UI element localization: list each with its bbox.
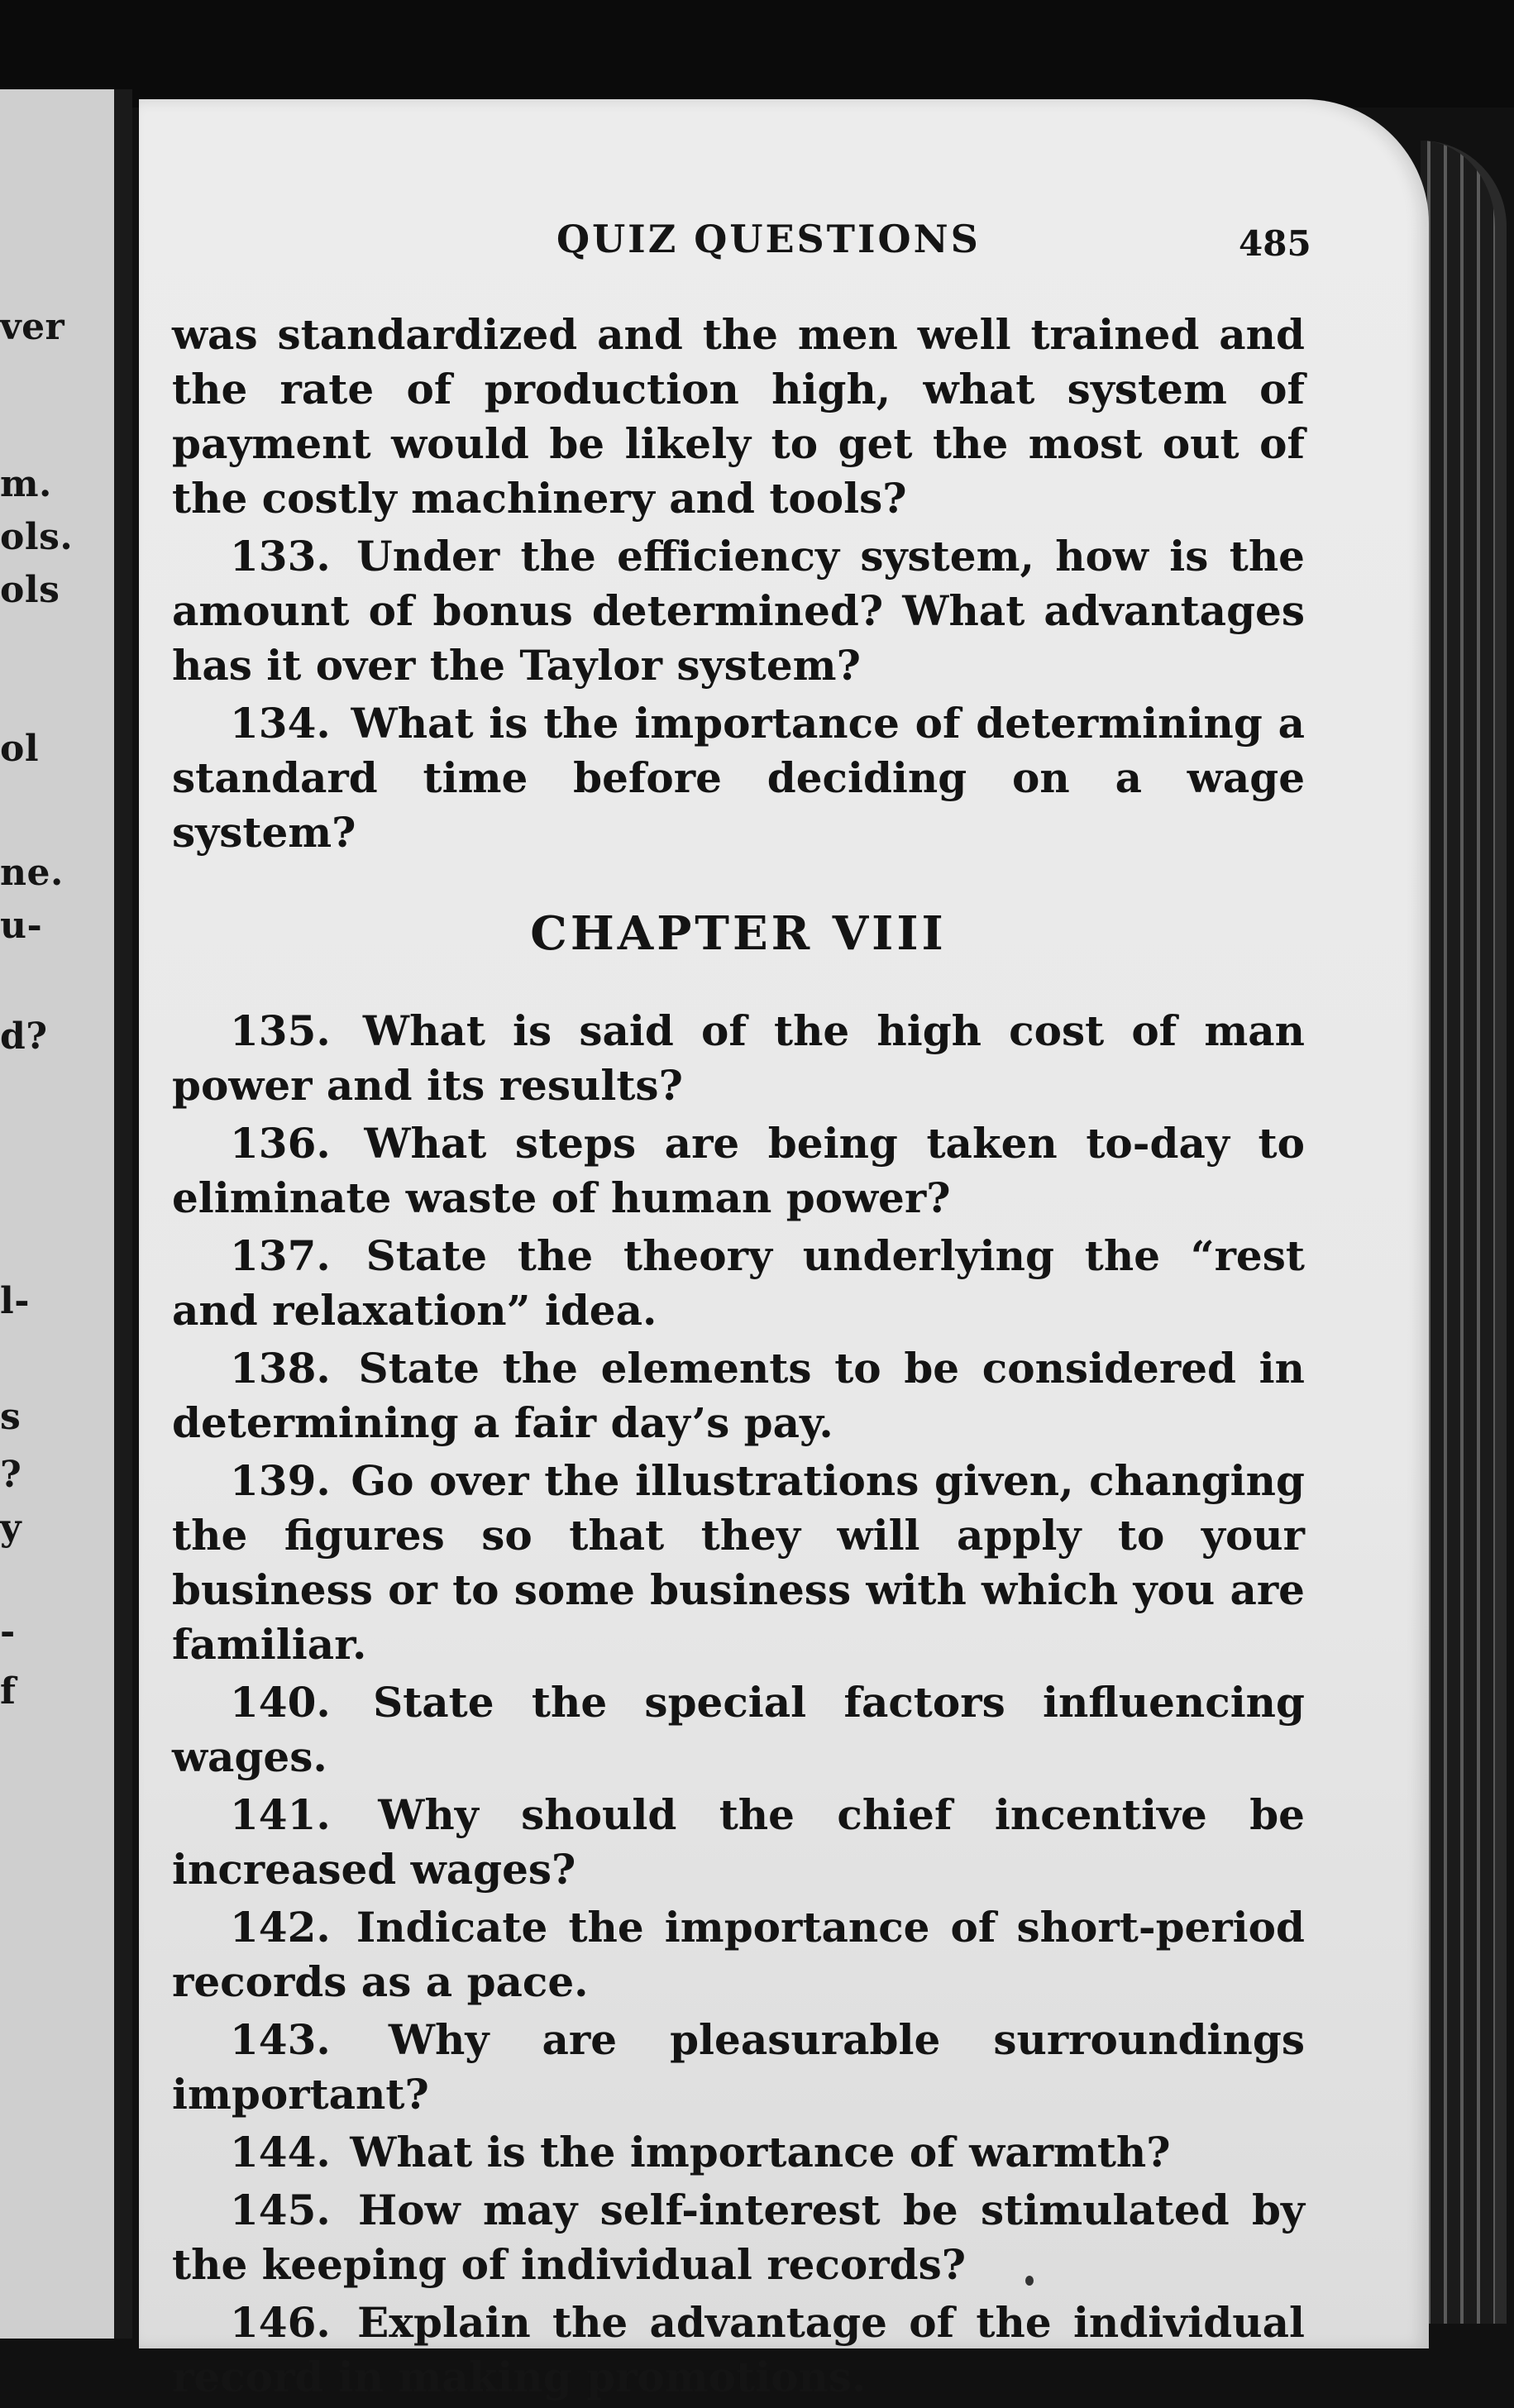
question-text: What steps are being taken to-day to eliminate waste of human power?: [172, 1119, 1305, 1222]
left-fragment: ols.: [0, 516, 74, 558]
left-fragment: f: [0, 1670, 17, 1713]
question-number: 133.: [230, 532, 331, 580]
question-number: 140.: [230, 1678, 331, 1727]
question-number: 139.: [230, 1456, 331, 1505]
question-136: [172, 1116, 1305, 1226]
question-146: [172, 2296, 1305, 2405]
left-fragment: d?: [0, 1015, 48, 1058]
running-head-title: QUIZ QUESTIONS: [556, 217, 981, 261]
question-text: State the elements to be considered in determining a fair day’s pay.: [172, 1344, 1305, 1447]
left-fragment: s: [0, 1396, 21, 1438]
question-text: Indicate the importance of short-period records as a pace.: [172, 1903, 1305, 2006]
question-text: State the theory underlying the “rest and relaxation” idea.: [172, 1231, 1305, 1335]
question-number: 143.: [230, 2015, 331, 2064]
question-135: [172, 1004, 1305, 1113]
question-138: [172, 1341, 1305, 1450]
question-134: [172, 696, 1305, 860]
page-speck: [1025, 2276, 1034, 2286]
question-number: 137.: [230, 1231, 331, 1280]
page-edge: [1421, 141, 1507, 2324]
question-number: 141.: [230, 1790, 331, 1839]
question-139: [172, 1454, 1305, 1672]
question-140: [172, 1675, 1305, 1784]
question-137: [172, 1229, 1305, 1338]
question-141: [172, 1788, 1305, 1897]
question-number: 134.: [230, 699, 331, 748]
left-fragment: ne.: [0, 852, 64, 894]
continuation-paragraph: was standardized and the men well trained and the rate of production high, what system of payment would be likely to get the most out of the costly machinery and tools?: [172, 310, 1305, 523]
page-number: 485: [1239, 223, 1311, 264]
question-145: [172, 2183, 1305, 2292]
question-number: 136.: [230, 1119, 331, 1168]
question-142: [172, 1900, 1305, 2009]
question-text: How may self-interest be stimulated by the keeping of individual records?: [172, 2186, 1305, 2289]
left-page: [0, 89, 132, 2339]
left-fragment: l-: [0, 1280, 30, 1322]
left-fragment: ol: [0, 728, 40, 770]
page-body: [172, 308, 1305, 2408]
question-number: 145.: [230, 2186, 331, 2234]
question-number: 142.: [230, 1903, 331, 1952]
question-number: 138.: [230, 1344, 331, 1393]
question-text: What is said of the high cost of man power and its results?: [172, 1006, 1305, 1110]
question-text: What is the importance of determining a standard time before deciding on a wage system?: [172, 699, 1305, 857]
question-text: State the special factors influencing wages.: [172, 1678, 1305, 1781]
running-head: [139, 217, 1429, 275]
question-number: 144.: [230, 2128, 331, 2176]
left-fragment: m.: [0, 463, 52, 505]
left-fragment: ver: [0, 306, 65, 348]
question-text: Under the efficiency system, how is the amount of bonus determined? What advantages has it over the Taylor system?: [172, 532, 1305, 690]
question-144: [172, 2125, 1305, 2180]
background-top: [0, 0, 1514, 108]
left-fragment: y: [0, 1507, 22, 1549]
left-fragment: ?: [0, 1454, 22, 1496]
left-fragment: u-: [0, 905, 43, 947]
left-fragment: -: [0, 1611, 16, 1653]
question-text: What is the importance of warmth?: [350, 2128, 1171, 2176]
chapter-heading: CHAPTER VIII: [530, 906, 947, 961]
question-143: [172, 2013, 1305, 2122]
question-number: 146.: [230, 2298, 331, 2347]
left-fragment: ols: [0, 569, 60, 611]
question-133: [172, 529, 1305, 693]
question-number: 135.: [230, 1006, 331, 1055]
question-text: Go over the illustrations given, changing the figures so that they will apply to your business or to some business with which you are familiar.: [172, 1456, 1305, 1669]
question-text: Explain the advantage of the individual record in making promotions.: [172, 2298, 1305, 2401]
question-text: Why are pleasurable surroundings important?: [172, 2015, 1305, 2119]
question-text: Why should the chief incentive be increased wages?: [172, 1790, 1305, 1894]
